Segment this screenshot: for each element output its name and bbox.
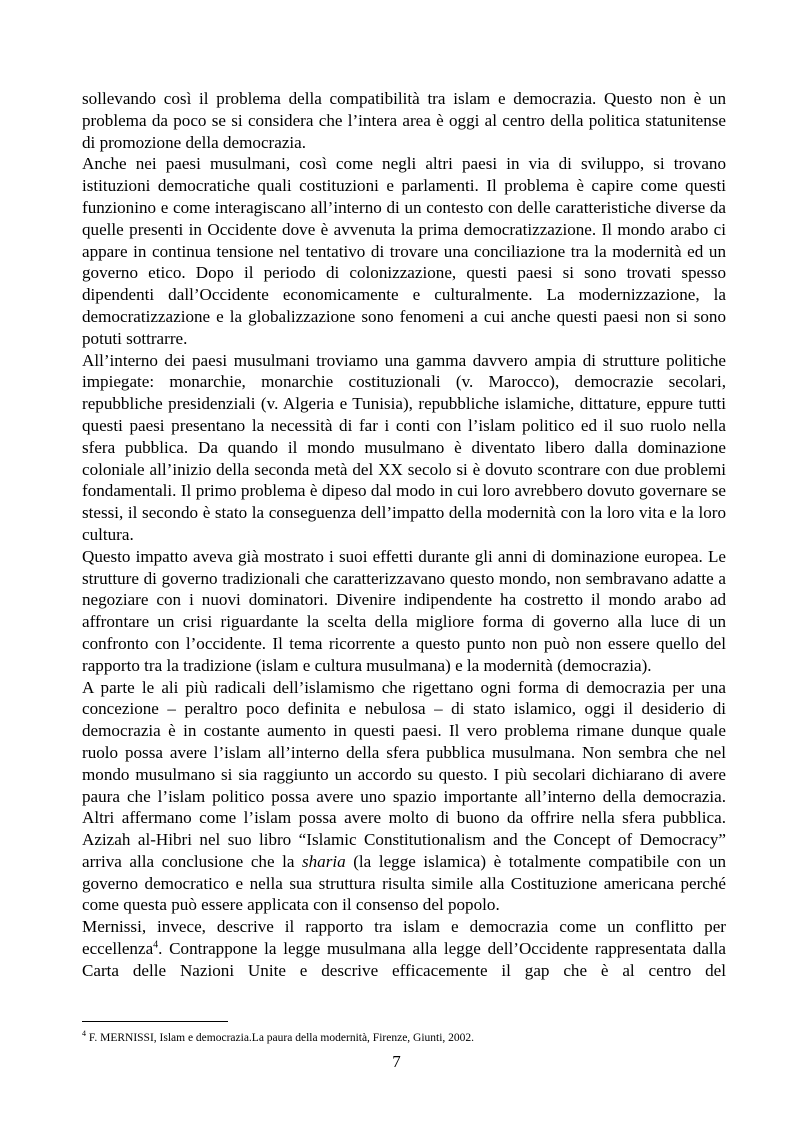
paragraph: Anche nei paesi musulmani, così come negli altri paesi in via di sviluppo, si trovano istituzioni democratiche quali costituzioni e parlamenti. Il problema è capire come questi funzionino e come interagiscano all’interno di un contesto con delle caratteristiche diverse da quelle presenti in Occidente dove è avvenuta la prima democratizzazione. Il mondo arabo ci appare in continua tensione nel tentativo di trovare una conciliazione tra la modernità ed un governo etico. Dopo il periodo di colonizzazione, questi paesi si sono trovati spesso dipendenti dall’Occidente economicamente e culturalmente. La modernizzazione, la democratizzazione e la globalizzazione sono fenomeni a cui anche questi paesi non si sono potuti sottrarre. bbox=[82, 154, 726, 348]
paragraph: Questo impatto aveva già mostrato i suoi effetti durante gli anni di dominazione europea. Le strutture di governo tradizionali che caratterizzavano questo mondo, non sembravano adatte a negoziare con i nuovi dominatori. Divenire indipendente ha costretto il mondo arabo ad affrontare un crisi riguardante la scelta della migliore forma di governo alla luce di un confronto con l’occidente. Il tema ricorrente a questo punto non può non essere quello del rapporto tra la tradizione (islam e cultura musulmana) e la modernità (democrazia). bbox=[82, 546, 726, 675]
page-number: 7 bbox=[392, 1052, 401, 1071]
paragraph bbox=[82, 916, 726, 981]
paragraph bbox=[82, 677, 726, 917]
page-body bbox=[82, 88, 726, 982]
paragraph-text: Mernissi, invece, descrive il rapporto tra islam e democrazia come un conflitto per eccellenza bbox=[82, 917, 726, 959]
footnote-number: 4 bbox=[82, 1029, 86, 1039]
footnote-text: F. MERNISSI, Islam e democrazia.La paura della modernità, Firenze, Giunti, 2002. bbox=[86, 1032, 475, 1044]
footnote-reference[interactable]: 4 bbox=[153, 939, 159, 951]
italic-term: sharia bbox=[301, 851, 346, 871]
main-text bbox=[82, 88, 726, 982]
footnote bbox=[82, 1031, 726, 1045]
paragraph-text: (la legge islamica) è totalmente compatibile con un governo democratico e nella sua struttura risulta simile alla Costituzione americana perché come questa può essere applicata con il consenso del popolo. bbox=[82, 851, 726, 915]
paragraph-text: A parte le ali più radicali dell’islamismo che rigettano ogni forma di democrazia per una concezione – peraltro poco definita e nebulosa – di stato islamico, oggi il desiderio di democrazia è in costante aumento in questi paesi. Il vero problema rimane dunque quale ruolo possa avere l’islam all’interno della sfera pubblica musulmana. Non sembra che nel mondo musulmano si sia raggiunto un accordo su questo. I più secolari dichiarano di avere paura che l’islam politico possa avere uno spazio importante all’interno della democrazia. Altri affermano come l’islam possa avere molto di buono da offrire nella sfera pubblica. Azizah al-Hibri nel suo libro “Islamic Constitutionalism and the Concept of Democracy” arriva alla conclusione che la bbox=[82, 677, 726, 871]
paragraph: All’interno dei paesi musulmani troviamo una gamma davvero ampia di strutture politiche impiegate: monarchie, monarchie costituzionali (v. Marocco), democrazie secolari, repubbliche presidenziali (v. Algeria e Tunisia), repubbliche islamiche, dittature, eppure tutti questi paesi presentano la necessità di far i conti con l’islam politico ed il suo ruolo nella sfera pubblica. Da quando il mondo musulmano è diventato libero dalla dominazione coloniale all’inizio della seconda metà del XX secolo si è dovuto scontrare con due problemi fondamentali. Il primo problema è dipeso dal modo in cui loro avrebbero dovuto governare se stessi, il secondo è stato la conseguenza dell’impatto della modernità con la loro vita e la loro cultura. bbox=[82, 350, 726, 544]
paragraph: sollevando così il problema della compatibilità tra islam e democrazia. Questo non è un problema da poco se si considera che l’intera area è oggi al centro della politica statunitense di promozione della democrazia. bbox=[82, 89, 726, 152]
footnote-separator bbox=[82, 1021, 228, 1022]
paragraph-text: . Contrappone la legge musulmana alla legge dell’Occidente rappresentata dalla Carta delle Nazioni Unite e descrive efficacemente il gap che è al centro del bbox=[82, 939, 726, 980]
